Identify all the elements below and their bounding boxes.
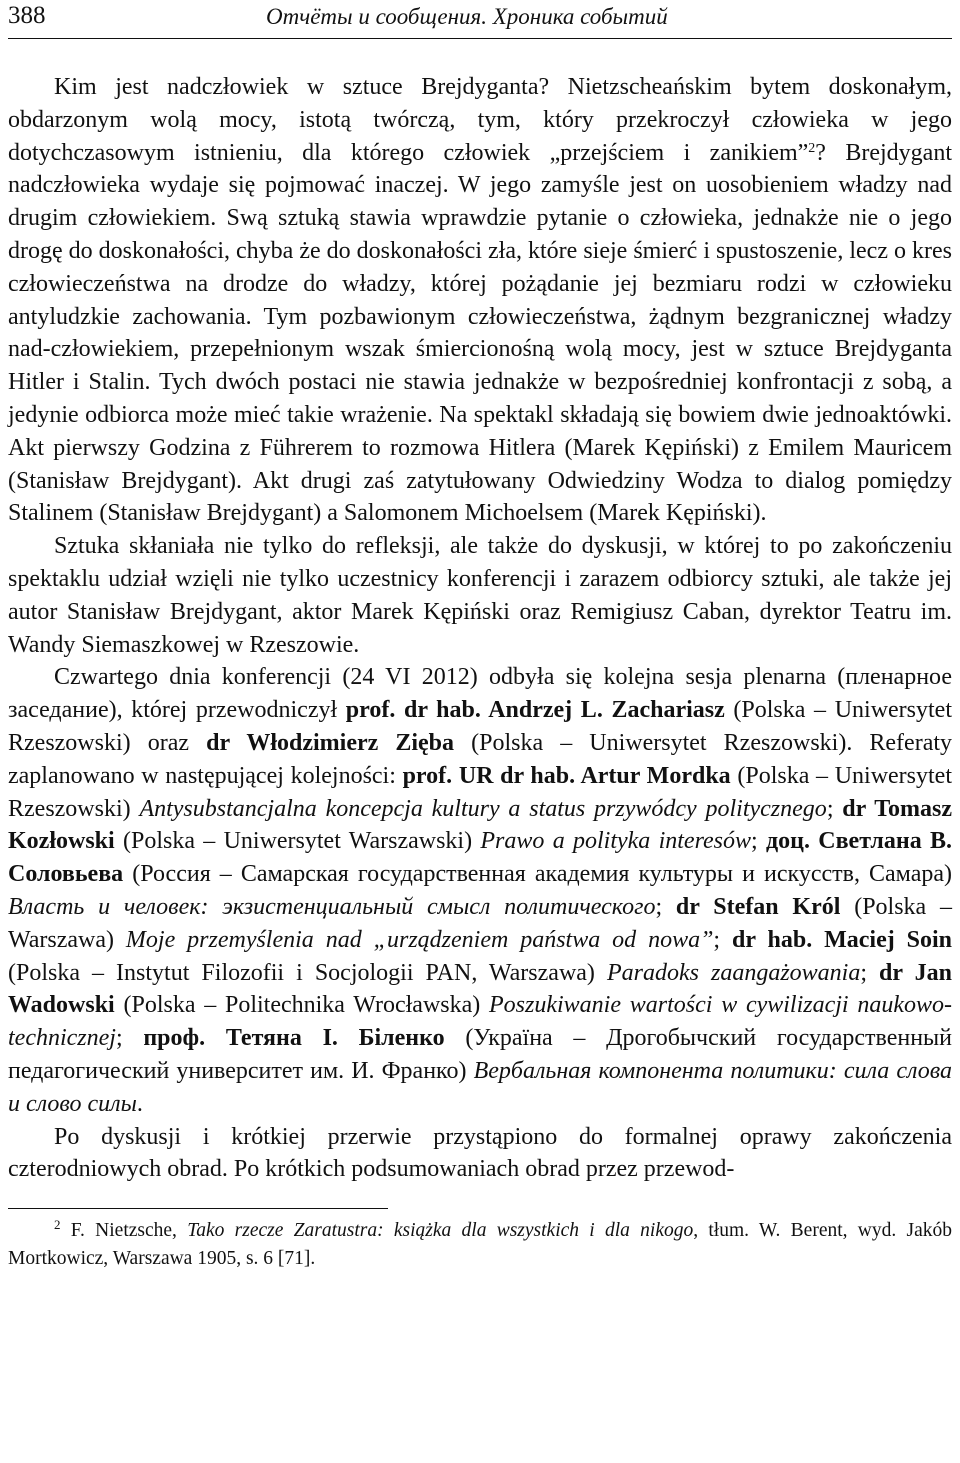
talk-title: Moje przemyślenia nad „urządzeniem państwa od nowa” [125,926,714,953]
speaker-name: prof. UR dr hab. Artur Mordka [402,762,731,789]
p3-text: (Polska – Uniwersytet Rzeszowski) oraz [8,697,952,756]
p3-text: ; [115,1025,144,1052]
footnote-reference[interactable]: 2 [808,140,816,156]
chair-name: prof. dr hab. Andrzej L. Zachariasz [345,697,725,724]
speaker-name: dr Jan Wadowski [8,959,952,1019]
footnote [8,1217,952,1273]
paragraph-1 [8,71,952,530]
speaker-affiliation: (Россия – Самарская государственная академия культуры и искусств, Самара) [123,861,952,888]
footnote-author: F. Nietzsche, [60,1220,188,1242]
paragraph-1-text-b: ? Brejdygant nadczłowieka wydaje się pojmować inaczej. W jego zamyśle jest on uosobieniem władzy nad drugim człowiekiem. Swą sztuką stawia wprawdzie pytanie o człowieka, jednakże nie o jego drogę do doskonałości, chyba że do doskonałości zła, które sieje śmierć i spustoszenie, lecz o kres człowieczeństwa na drodze do władzy, której pożądanie jej bezmiaru rodzi w człowieku antyludzkie zachowania. Tym pozbawionym człowieczeństwa, żądnym bezgranicznej władzy nad-człowiekiem, przepełnionym wszak śmiercionośną wolą mocy, jest w sztuce Brejdyganta Hitler i Stalin. Tych dwóch postaci nie stawia jednakże w bezpośredniej konfrontacji z sobą, a jedynie odbiorca może mieć takie wrażenie. Na spektakl składają się bowiem dwie jednoaktówki. Akt pierwszy Godzina z Führerem to rozmowa Hitlera (Marek Kępiński) z Emilem Mauricem (Stanisław Brejdygant). Akt drugi zaś zatytułowany Odwiedziny Wodza to dialog pomiędzy Stalinem (Stanisław Brejdygant) a Salomonem Michoelsem (Marek Kępiński). [8,139,952,527]
p3-text: . [136,1090,143,1117]
speaker-affiliation: (Polska – Politechnika Wrocławska) [114,992,490,1019]
speaker-name: проф. Тетяна І. Біленко [143,1025,445,1052]
p3-text: ; [655,893,676,920]
speaker-affiliation: (Polska – Uniwersytet Rzeszowski) [8,762,953,822]
speaker-affiliation: (Polska – Instytut Filozofii i Socjologii PAN, Warszawa) [8,959,607,986]
speaker-affiliation: (Polska – Uniwersytet Warszawski) [114,828,481,855]
paragraph-1-text-a: Kim jest nadczłowiek w sztuce Brejdyganta? Nietzscheańskim bytem doskonałym, obdarzonym wolą mocy, istotą twórczą, tym, który przekroczył człowieka w jego dotychczasowym istnieniu, dla którego człowiek „przejściem i zanikiem” [8,74,952,166]
footnote-book-title: Tako rzecze Zaratustra: książka dla wszystkich i dla nikogo [187,1220,694,1242]
footnote-number: 2 [54,1217,61,1233]
talk-title: Власть и человек: экзистенциальный смысл политического [8,893,656,920]
co-chair-name: dr Włodzimierz Zięba [206,729,455,756]
p3-text: ; [860,959,880,986]
p3-text: ; [826,795,843,822]
p3-text: ; [751,828,766,855]
document-page [8,0,952,1273]
running-header [8,0,952,39]
talk-title: Paradoks zaangażowania [606,959,861,986]
talk-title: Antysubstancjalna koncepcja kultury a status przywódcy politycznego [139,795,827,822]
p3-text: Czwartego dnia konferencji (24 VI 2012) odbyła się kolejna sesja plenarna (пленарное заседание), której przewodniczył [8,664,952,724]
body-text [8,71,952,1186]
running-title: Отчёты и сообщения. Хроника событий [266,4,668,29]
speaker-name: dr Stefan Król [675,893,841,920]
paragraph-4: Po dyskusji i krótkiej przerwie przystąpiono do formalnej oprawy zakończenia czterodniowych obrad. Po krótkich podsumowaniach obrad przez przewod- [8,1123,952,1183]
speaker-affiliation: (Україна – Дрогобычский государственный педагогический университет им. И. Франко) [8,1025,953,1084]
speaker-name: dr Tomasz Kozłowski [8,795,953,855]
p3-text: ; [713,926,733,953]
footnote-divider [8,1208,388,1209]
paragraph-3 [8,661,952,1120]
speaker-name: доц. Светлана В. Соловьева [8,828,952,888]
page-number: 388 [8,2,46,29]
speaker-name: dr hab. Maciej Soin [732,926,953,953]
talk-title: Prawo a polityka interesów [480,828,752,855]
talk-title: Poszukiwanie wartości w cywilizacji naukowo-technicznej [8,992,953,1052]
p3-text: (Polska – Uniwersytet Rzeszowski). Referaty zaplanowano w następującej kolejności: [8,729,953,789]
talk-title: Вербальная компонента политики: сила слова и слово силы [8,1057,952,1117]
footnote-publication: , tłum. W. Berent, wyd. Jakób Mortkowicz, Warszawa 1905, s. 6 [71]. [8,1220,952,1270]
paragraph-2: Sztuka skłaniała nie tylko do refleksji, ale także do dyskusji, w której to po zakończeniu spektaklu udział wzięli nie tylko uczestnicy konferencji i zarazem odbiorcy sztuki, ale także jej autor Stanisław Brejdygant, aktor Marek Kępiński oraz Remigiusz Caban, dyrektor Teatru im. Wandy Siemaszkowej w Rzeszowie. [8,533,952,658]
speaker-affiliation: (Polska – Warszawa) [8,893,952,953]
